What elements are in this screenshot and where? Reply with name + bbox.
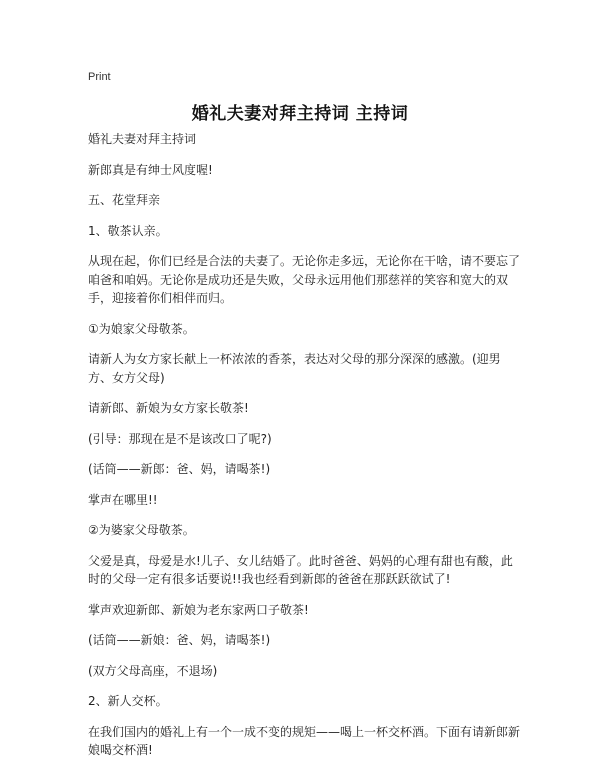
page-title: 婚礼夫妻对拜主持词 主持词 xyxy=(191,104,409,124)
subsection-heading: 2、新人交杯。 xyxy=(88,694,168,708)
paragraph: (双方父母高座，不退场) xyxy=(88,663,218,678)
section-heading: 五、花堂拜亲 xyxy=(88,193,161,207)
paragraph: (话筒——新娘：爸、妈，请喝茶!) xyxy=(88,633,271,647)
paragraph: 新郎真是有绅士风度喔! xyxy=(88,162,213,177)
subsection-heading: 1、敬茶认亲。 xyxy=(88,223,168,238)
paragraph: 请新人为女方家长献上一杯浓浓的香茶，表达对父母的那分深深的感激。(迎男方、女方父母) xyxy=(88,352,501,385)
paragraph-subtitle: 婚礼夫妻对拜主持词 xyxy=(88,132,197,146)
paragraph: 父爱是真，母爱是水!儿子、女儿结婚了。此时爸爸、妈妈的心理有甜也有酸，此时的父母一定有很多话要说!!我也经看到新郎的爸爸在那跃跃欲试了! xyxy=(88,553,513,586)
subsection-heading: ①为娘家父母敬茶。 xyxy=(88,321,195,336)
paragraph: 请新郎、新娘为女方家长敬茶! xyxy=(88,401,249,415)
paragraph: 掌声在哪里!! xyxy=(88,492,158,507)
subsection-heading: ②为婆家父母敬茶。 xyxy=(88,523,195,537)
paragraph: (话筒——新郎：爸、妈，请喝茶!) xyxy=(88,462,271,476)
paragraph: 掌声欢迎新郎、新娘为老东家两口子敬茶! xyxy=(88,602,309,617)
paragraph: 在我们国内的婚礼上有一个一成不变的规矩——喝上一杯交杯酒。下面有请新郎新娘喝交杯酒! xyxy=(88,724,521,757)
paragraph: (引导：那现在是不是该改口了呢?) xyxy=(88,431,272,446)
print-label: Print xyxy=(88,71,111,83)
paragraph: 从现在起，你们已经是合法的夫妻了。无论你走多远，无论你在干啥，请不要忘了咱爸和咱妈。无论你是成功还是失败，父母永远用他们那慈祥的笑容和宽大的双手，迎接着你们相伴而归。 xyxy=(88,254,521,305)
document-body xyxy=(88,130,522,772)
